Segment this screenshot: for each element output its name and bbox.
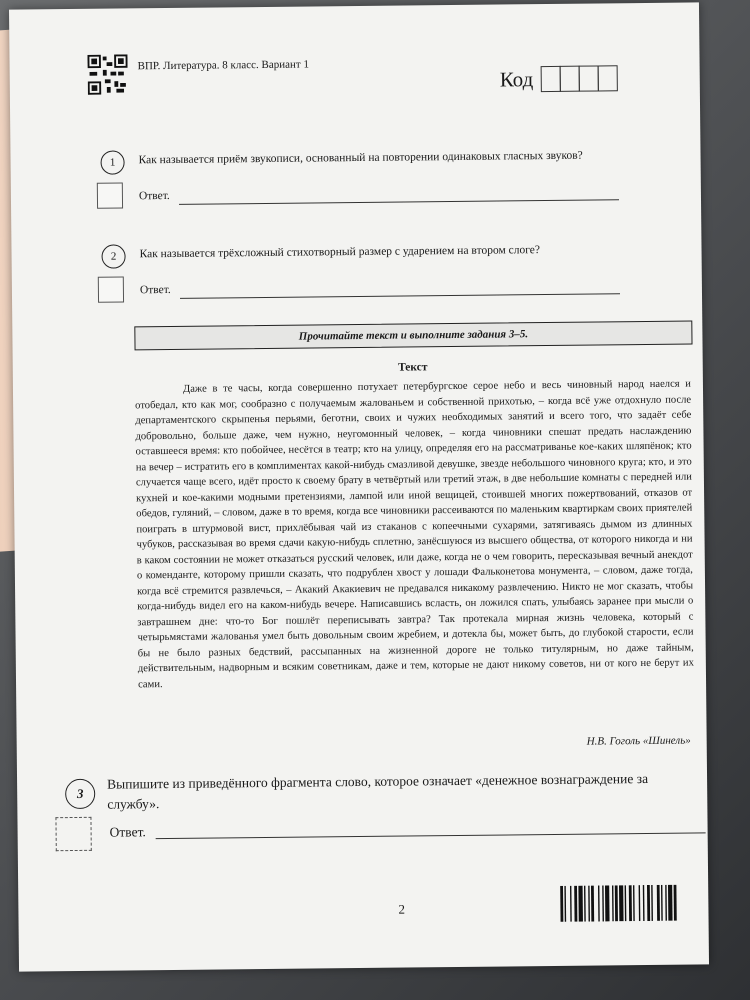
code-cells[interactable] (541, 65, 617, 92)
exam-page (9, 2, 709, 971)
code-label: Код (499, 66, 534, 92)
question-3-number: 3 (65, 779, 95, 809)
question-2-text: Как называется трёхсложный стихотворный размер с ударением на втором слоге? (139, 244, 541, 261)
question-2-answer-label: Ответ. (139, 283, 171, 297)
question-1-answer-line[interactable] (179, 199, 619, 205)
text-title: Текст (397, 361, 428, 374)
header-title: ВПР. Литература. 8 класс. Вариант 1 (137, 58, 310, 73)
page-number: 2 (398, 901, 406, 917)
question-1-answer-label: Ответ. (138, 189, 170, 203)
literary-text: Даже в те часы, когда совершенно потухает петербургское серое небо и весь чиновный народ наелся и отобедал, кто как мог, сообразно с получаемым жалованьем и собственной прихотью, – когда всё уже отдохнуло после департаментского скрыпенья перьями, беготни, своих и чужих необходимых занятий и всего того, что задаёт себе добровольно, больше даже, чем нужно, неугомонный человек, – когда чиновники спешат предать наслаждению оставшееся время: кто побойчее, несётся в театр; кто на улицу, определяя его на рассматриванье кое-каких шляпёнок; кто на вечер – истратить его в комплиментах какой-нибудь смазливой девушке, звезде небольшого чиновного круга; кто, и это случается чаще всего, идёт просто к своему брату в четвёртый или третий этаж, в две небольшие комнаты с передней или кухней и кое-какими модными претензиями, лампой или иной вещицей, стоившей многих пожертвований, отказов от обедов, гуляний, – словом, даже в то время, когда все чиновники рассеиваются по маленьким квартиркам своих приятелей поиграть в штурмовой вист, прихлёбывая чай из стаканов с копеечными сухарями, затягиваясь дымом из длинных чубуков, рассказывая во время сдачи какую-нибудь сплетню, занёсшуюся из высшего общества, от которого никогда и ни в каком состоянии не может отказаться русский человек, или даже, когда не о чем говорить, пересказывая вечный анекдот о коменданте, которому пришли сказать, что подрублен хвост у лошади Фальконетова монумента, – словом, даже тогда, когда всё стремится развлечься, – Акакий Акакиевич не предавался никакому развлечению. Никто не мог сказать, чтобы когда-нибудь видел его на каком-нибудь вечере. Написавшись всласть, он ложился спать, улыбаясь заранее при мысли о завтрашнем дне: что-то Бог пошлёт переписывать завтра? Так протекала мирная жизнь человека, который с четырьмястами жалованья умел быть довольным своим жребием, и дотекла бы, может быть, до глубокой старости, если бы не было разных бедствий, рассыпанных на жизненной дороге не только титулярным, но даже тайным, действительным, надворным и всяким советникам, даже и тем, которые не дают никому советов, ни от кого не берут их сами. (135, 378, 694, 690)
question-1-number: 1 (100, 150, 124, 174)
instructions-banner: Прочитайте текст и выполните задания 3–5. (134, 321, 692, 351)
question-3-score-box (55, 817, 91, 851)
question-3-answer-label: Ответ. (109, 824, 146, 840)
question-2-number: 2 (101, 244, 125, 268)
question-3-answer-line[interactable] (156, 832, 706, 839)
text-author: Н.В. Гоголь «Шинель» (586, 734, 691, 748)
question-2-score-box (98, 276, 124, 302)
question-2-answer-line[interactable] (180, 293, 620, 299)
question-1-score-box (97, 182, 123, 208)
question-3-text: Выпишите из приведённого фрагмента слово, которое означает «денежное вознаграждение за службу». (107, 770, 649, 812)
question-1-text: Как называется приём звукописи, основанный на повторении одинаковых гласных звуков? (138, 149, 583, 167)
code-box (500, 65, 618, 92)
barcode-icon (558, 884, 736, 922)
qr-code-icon (87, 54, 127, 94)
